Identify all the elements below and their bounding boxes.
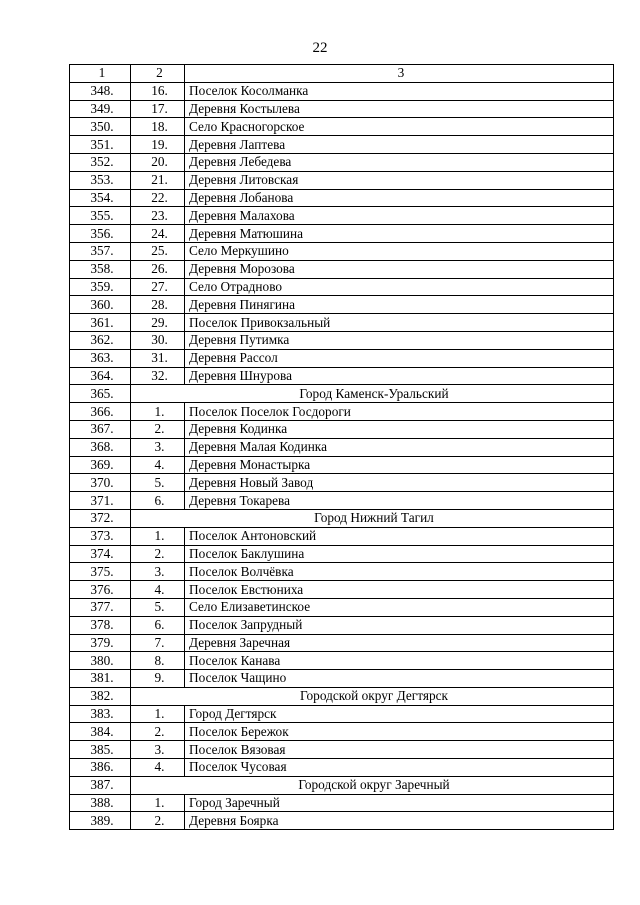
row-number: 352. [70,153,131,171]
settlement-name: Деревня Лобанова [185,189,614,207]
section-title: Городской округ Заречный [131,776,614,794]
sub-number: 22. [131,189,185,207]
row-number: 379. [70,634,131,652]
row-number: 369. [70,456,131,474]
table-row [70,794,614,812]
row-number: 377. [70,598,131,616]
section-row [70,385,614,403]
sub-number: 20. [131,153,185,171]
table-row [70,438,614,456]
table-row [70,492,614,510]
settlement-name: Поселок Запрудный [185,616,614,634]
row-number: 364. [70,367,131,385]
row-number: 358. [70,260,131,278]
table-row [70,403,614,421]
sub-number: 3. [131,438,185,456]
sub-number: 8. [131,652,185,670]
column-header: 1 [70,65,131,83]
row-number: 363. [70,349,131,367]
row-number: 361. [70,314,131,332]
row-number: 349. [70,100,131,118]
sub-number: 5. [131,598,185,616]
row-number: 366. [70,403,131,421]
table-row [70,634,614,652]
table-row [70,136,614,154]
row-number: 368. [70,438,131,456]
sub-number: 1. [131,403,185,421]
sub-number: 21. [131,171,185,189]
sub-number: 3. [131,741,185,759]
settlement-name: Деревня Монастырка [185,456,614,474]
settlement-name: Село Отрадново [185,278,614,296]
row-number: 373. [70,527,131,545]
settlement-name: Поселок Антоновский [185,527,614,545]
row-number: 378. [70,616,131,634]
sub-number: 27. [131,278,185,296]
table-row [70,225,614,243]
page-number: 22 [312,40,328,56]
settlement-name: Деревня Матюшина [185,225,614,243]
row-number: 389. [70,812,131,830]
sub-number: 2. [131,545,185,563]
table-row [70,759,614,777]
table-row [70,563,614,581]
settlement-name: Деревня Малая Кодинка [185,438,614,456]
table-row [70,456,614,474]
settlement-name: Деревня Шнурова [185,367,614,385]
table-row [70,670,614,688]
sub-number: 1. [131,794,185,812]
sub-number: 1. [131,705,185,723]
table-row [70,812,614,830]
section-title: Городской округ Дегтярск [131,687,614,705]
row-number: 348. [70,82,131,100]
table-row [70,420,614,438]
row-number: 372. [70,509,131,527]
settlement-name: Село Елизаветинское [185,598,614,616]
row-number: 356. [70,225,131,243]
sub-number: 2. [131,812,185,830]
section-row [70,509,614,527]
sub-number: 31. [131,349,185,367]
sub-number: 17. [131,100,185,118]
table-row [70,545,614,563]
row-number: 350. [70,118,131,136]
settlement-name: Город Заречный [185,794,614,812]
settlement-name: Поселок Волчёвка [185,563,614,581]
column-header: 3 [185,65,614,83]
settlement-name: Деревня Литовская [185,171,614,189]
table-row [70,189,614,207]
sub-number: 1. [131,527,185,545]
table-row [70,242,614,260]
settlement-name: Поселок Вязовая [185,741,614,759]
settlement-name: Деревня Кодинка [185,420,614,438]
row-number: 362. [70,331,131,349]
table-row [70,349,614,367]
row-number: 385. [70,741,131,759]
settlement-name: Поселок Бережок [185,723,614,741]
settlement-name: Деревня Рассол [185,349,614,367]
table-row [70,581,614,599]
row-number: 360. [70,296,131,314]
sub-number: 16. [131,82,185,100]
row-number: 388. [70,794,131,812]
settlement-name: Село Меркушино [185,242,614,260]
settlement-name: Деревня Морозова [185,260,614,278]
row-number: 375. [70,563,131,581]
section-title: Город Нижний Тагил [131,509,614,527]
settlement-name: Поселок Канава [185,652,614,670]
table-row [70,616,614,634]
table-row [70,723,614,741]
row-number: 383. [70,705,131,723]
settlement-name: Деревня Боярка [185,812,614,830]
sub-number: 19. [131,136,185,154]
settlement-name: Деревня Путимка [185,331,614,349]
row-number: 367. [70,420,131,438]
table-row [70,171,614,189]
settlement-name: Деревня Лаптева [185,136,614,154]
settlement-name: Деревня Новый Завод [185,474,614,492]
settlement-name: Поселок Поселок Госдороги [185,403,614,421]
table-row [70,207,614,225]
row-number: 384. [70,723,131,741]
settlement-name: Поселок Косолманка [185,82,614,100]
section-row [70,776,614,794]
row-number: 353. [70,171,131,189]
table-row [70,260,614,278]
table-row [70,331,614,349]
table-header-row [70,65,614,83]
sub-number: 2. [131,420,185,438]
table-row [70,527,614,545]
settlement-name: Деревня Пинягина [185,296,614,314]
row-number: 351. [70,136,131,154]
table-row [70,153,614,171]
table-row [70,741,614,759]
sub-number: 30. [131,331,185,349]
sub-number: 26. [131,260,185,278]
table-row [70,705,614,723]
sub-number: 24. [131,225,185,243]
row-number: 354. [70,189,131,207]
table-row [70,652,614,670]
settlement-name: Поселок Баклушина [185,545,614,563]
sub-number: 9. [131,670,185,688]
sub-number: 2. [131,723,185,741]
row-number: 355. [70,207,131,225]
row-number: 386. [70,759,131,777]
settlement-name: Село Красногорское [185,118,614,136]
table-row [70,474,614,492]
settlement-name: Поселок Привокзальный [185,314,614,332]
row-number: 371. [70,492,131,510]
sub-number: 23. [131,207,185,225]
table-row [70,278,614,296]
table-row [70,100,614,118]
sub-number: 29. [131,314,185,332]
settlement-name: Поселок Чащино [185,670,614,688]
settlement-name: Деревня Токарева [185,492,614,510]
row-number: 382. [70,687,131,705]
table-row [70,598,614,616]
section-row [70,687,614,705]
table-row [70,82,614,100]
row-number: 374. [70,545,131,563]
settlement-name: Деревня Заречная [185,634,614,652]
row-number: 380. [70,652,131,670]
sub-number: 5. [131,474,185,492]
settlement-name: Поселок Чусовая [185,759,614,777]
settlement-name: Город Дегтярск [185,705,614,723]
sub-number: 6. [131,616,185,634]
row-number: 387. [70,776,131,794]
sub-number: 4. [131,581,185,599]
row-number: 359. [70,278,131,296]
table-row [70,296,614,314]
sub-number: 4. [131,456,185,474]
sub-number: 6. [131,492,185,510]
column-header: 2 [131,65,185,83]
sub-number: 32. [131,367,185,385]
table-row [70,367,614,385]
row-number: 376. [70,581,131,599]
row-number: 357. [70,242,131,260]
sub-number: 4. [131,759,185,777]
section-title: Город Каменск-Уральский [131,385,614,403]
sub-number: 28. [131,296,185,314]
settlements-table [69,64,614,830]
settlement-name: Деревня Малахова [185,207,614,225]
row-number: 381. [70,670,131,688]
row-number: 370. [70,474,131,492]
sub-number: 7. [131,634,185,652]
sub-number: 25. [131,242,185,260]
settlement-name: Деревня Лебедева [185,153,614,171]
row-number: 365. [70,385,131,403]
settlement-name: Поселок Евстюниха [185,581,614,599]
settlement-name: Деревня Костылева [185,100,614,118]
sub-number: 3. [131,563,185,581]
table-row [70,314,614,332]
sub-number: 18. [131,118,185,136]
table-row [70,118,614,136]
